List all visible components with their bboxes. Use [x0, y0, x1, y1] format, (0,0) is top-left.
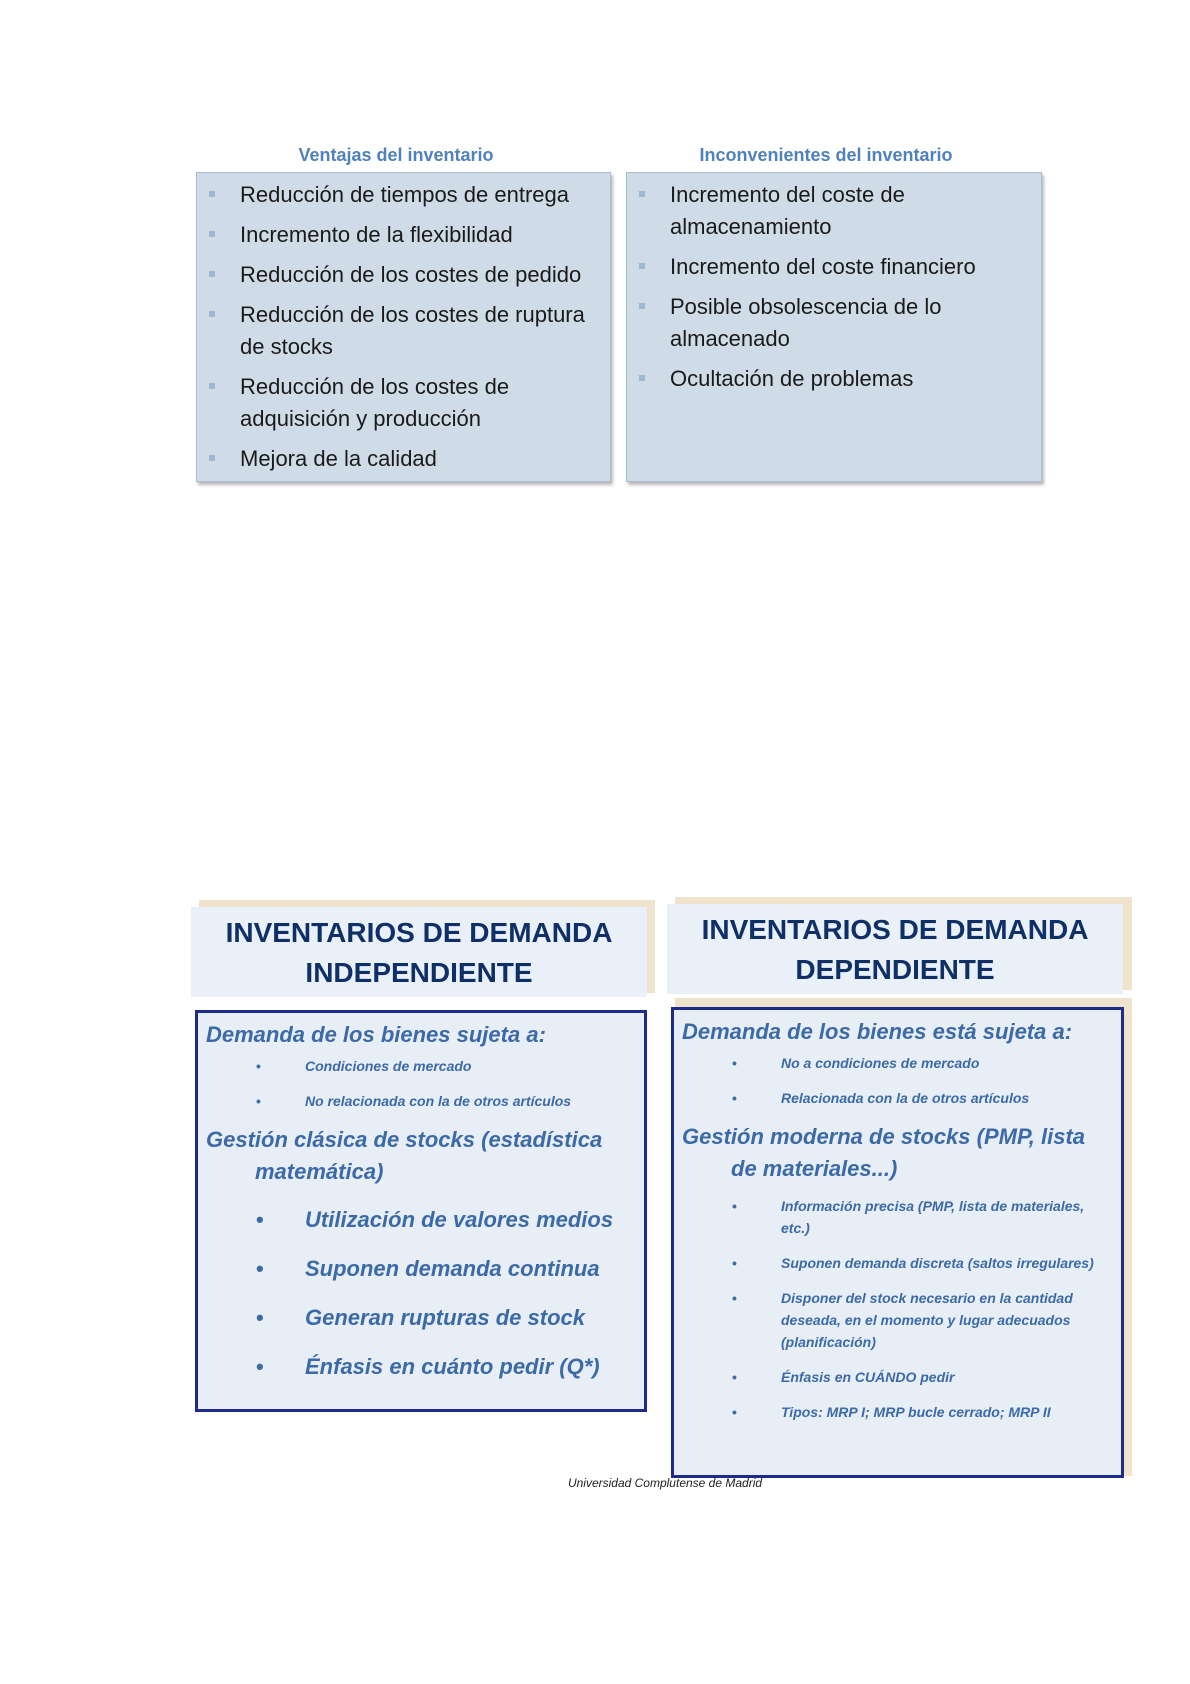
dependiente-heading-1: Demanda de los bienes está sujeta a:	[682, 1019, 1073, 1044]
bullet-square-icon	[209, 455, 215, 461]
list-item: Ocultación de problemas	[639, 363, 1029, 395]
list-item: • Énfasis en CUÁNDO pedir	[682, 1366, 1113, 1388]
bullet-icon: •	[256, 1058, 261, 1074]
dependiente-title: INVENTARIOS DE DEMANDA DEPENDIENTE	[667, 904, 1123, 994]
list-item: Mejora de la calidad	[209, 443, 598, 475]
list-item: • Relacionada con la de otros artículos	[682, 1087, 1113, 1109]
list-item: Reducción de los costes de pedido	[209, 259, 598, 291]
bullet-square-icon	[209, 383, 215, 389]
inconvenientes-list	[639, 179, 1029, 395]
dependiente-content	[671, 1007, 1124, 1478]
bullet-icon: •	[732, 1090, 737, 1106]
bullet-icon: •	[732, 1404, 737, 1420]
list-item: Reducción de los costes de ruptura de stocks	[209, 299, 598, 363]
list-item: • Condiciones de mercado	[206, 1055, 636, 1077]
list-item: • Disponer del stock necesario en la cantidad deseada, en el momento y lugar adecuados (planificación)	[682, 1287, 1113, 1353]
bullet-icon: •	[732, 1055, 737, 1071]
bullet-square-icon	[639, 191, 645, 197]
bullet-icon: •	[256, 1354, 264, 1379]
list-item: • Generan rupturas de stock	[206, 1302, 636, 1334]
bullet-icon: •	[256, 1256, 264, 1281]
list-item: • Suponen demanda discreta (saltos irregulares)	[682, 1252, 1113, 1274]
list-item: Reducción de los costes de adquisición y producción	[209, 371, 598, 435]
bullet-icon: •	[732, 1255, 737, 1271]
list-item: Reducción de tiempos de entrega	[209, 179, 598, 211]
ventajas-panel	[196, 172, 611, 482]
independiente-title: INVENTARIOS DE DEMANDA INDEPENDIENTE	[191, 907, 647, 997]
bullet-square-icon	[639, 263, 645, 269]
list-item: Incremento de la flexibilidad	[209, 219, 598, 251]
list-item: • Suponen demanda continua	[206, 1253, 636, 1285]
bullet-icon: •	[256, 1305, 264, 1330]
list-item: • Énfasis en cuánto pedir (Q*)	[206, 1351, 636, 1383]
independiente-content	[195, 1010, 647, 1412]
ventajas-list	[209, 179, 598, 475]
bullet-square-icon	[639, 375, 645, 381]
bullet-icon: •	[732, 1369, 737, 1385]
inconvenientes-panel	[626, 172, 1042, 482]
bullet-square-icon	[209, 271, 215, 277]
list-item: Incremento del coste financiero	[639, 251, 1029, 283]
ventajas-title: Ventajas del inventario	[298, 145, 494, 165]
dependiente-heading-2: Gestión moderna de stocks (PMP, lista de materiales...)	[682, 1124, 1086, 1181]
bullet-square-icon	[209, 231, 215, 237]
bullet-icon: •	[732, 1198, 737, 1214]
bullet-square-icon	[209, 191, 215, 197]
list-item: • Tipos: MRP I; MRP bucle cerrado; MRP II	[682, 1401, 1113, 1423]
bullet-square-icon	[639, 303, 645, 309]
list-item: • Información precisa (PMP, lista de materiales, etc.)	[682, 1195, 1113, 1239]
bullet-icon: •	[732, 1290, 737, 1306]
inconvenientes-title: Inconvenientes del inventario	[699, 145, 953, 165]
independiente-heading-1: Demanda de los bienes sujeta a:	[206, 1022, 546, 1047]
footer-credit: Universidad Complutense de Madrid	[567, 1476, 763, 1490]
bullet-square-icon	[209, 311, 215, 317]
list-item: Incremento del coste de almacenamiento	[639, 179, 1029, 243]
independiente-heading-2: Gestión clásica de stocks (estadística matemática)	[206, 1127, 603, 1184]
bullet-icon: •	[256, 1093, 261, 1109]
bullet-icon: •	[256, 1207, 264, 1232]
list-item: • No a condiciones de mercado	[682, 1052, 1113, 1074]
list-item: • No relacionada con la de otros artículos	[206, 1090, 636, 1112]
list-item: • Utilización de valores medios	[206, 1204, 636, 1236]
list-item: Posible obsolescencia de lo almacenado	[639, 291, 1029, 355]
